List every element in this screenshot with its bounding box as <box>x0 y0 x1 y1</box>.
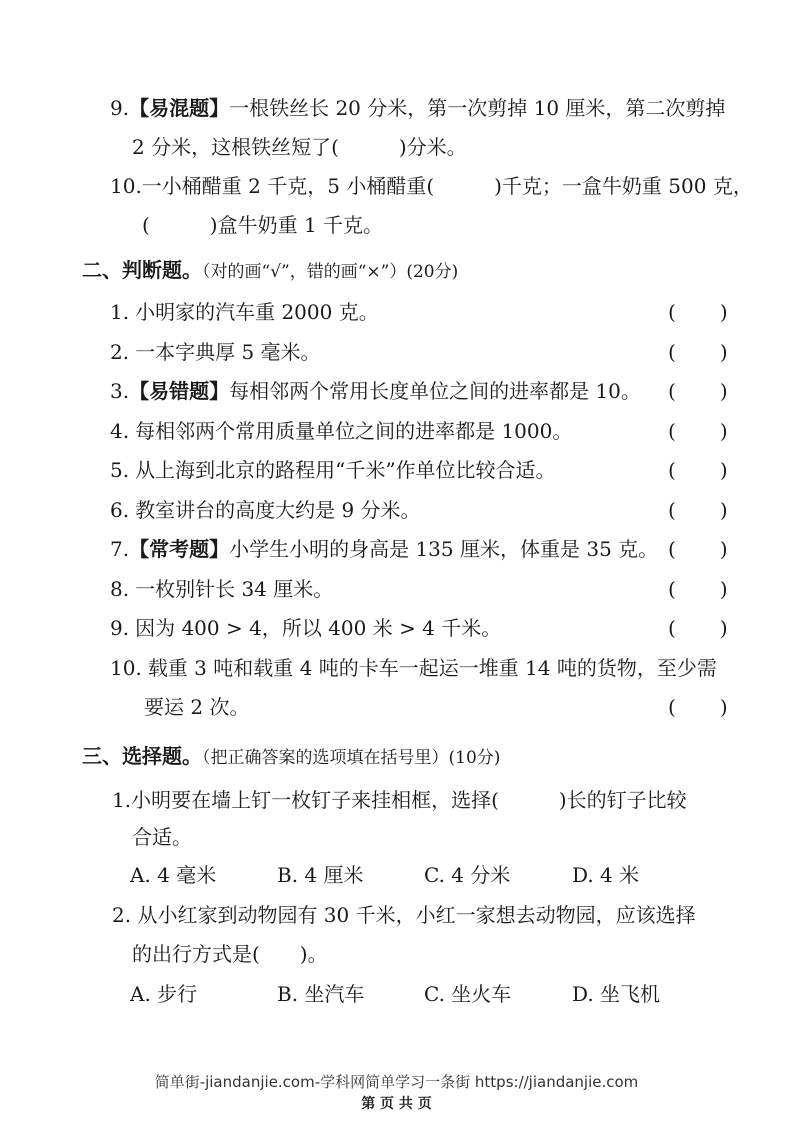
question-text: 从上海到北京的路程用“千米”作单位比较合适。 <box>135 458 556 482</box>
question-number: 2. <box>110 340 130 364</box>
answer-blank-5[interactable]: ( ) <box>668 458 728 482</box>
answer-blank-9[interactable]: ( ) <box>668 616 728 640</box>
question-text: 一根铁丝长 20 分米，第一次剪掉 10 厘米，第二次剪掉 <box>229 96 726 120</box>
question-text: 小学生小明的身高是 135 厘米，体重是 35 克。 <box>229 537 659 561</box>
question-number: 9. <box>110 96 130 120</box>
question-text: 小明家的汽车重 2000 克。 <box>135 300 379 324</box>
question-number: 9. <box>110 616 130 640</box>
section-title: 三、选择题。 <box>82 744 202 768</box>
choice-option-b: B. 4 厘米 <box>277 863 364 887</box>
section-title: 二、判断题。 <box>82 258 202 282</box>
question-text: 教室讲台的高度大约是 9 分米。 <box>135 498 421 522</box>
answer-blank-1[interactable]: ( ) <box>668 300 728 324</box>
question-text: 因为 400 > 4，所以 400 米 > 4 千米。 <box>135 616 502 640</box>
choice-option-b: B. 坐汽车 <box>277 982 365 1006</box>
question-number: 4. <box>110 419 130 443</box>
judgement-item-5 <box>110 456 556 484</box>
choice-option-c: C. 4 分米 <box>424 863 511 887</box>
choice-option-c: C. 坐火车 <box>424 982 512 1006</box>
page-number: 第 页 共 页 <box>361 1096 432 1112</box>
question-number: 3. <box>110 379 130 403</box>
question-text: 每相邻两个常用长度单位之间的进率都是 10。 <box>229 379 641 403</box>
choice-question-1-line1: 1.小明要在墙上钉一枚钉子来挂相框，选择( )长的钉子比较 <box>112 788 687 812</box>
judgement-item-8 <box>110 575 333 603</box>
answer-blank-3[interactable]: ( ) <box>668 379 728 403</box>
choice-question-2-line2: 的出行方式是( )。 <box>132 942 328 966</box>
judgement-item-1 <box>110 298 379 326</box>
footer-watermark: 简单街-jiandanjie.com-学科网简单学习一条街 https://jiandanjie.com <box>154 1073 639 1091</box>
question-text: 每相邻两个常用质量单位之间的进率都是 1000。 <box>135 419 573 443</box>
question-number: 6. <box>110 498 130 522</box>
judgement-item-10-line2: 要运 2 次。 <box>144 695 250 719</box>
judgement-item-6 <box>110 496 421 524</box>
section-heading-judgement <box>82 256 458 286</box>
judgement-item-2 <box>110 338 321 366</box>
section-instructions: （对的画“√”，错的画“×”）(20分) <box>202 262 459 282</box>
question-tag: 【易错题】 <box>129 379 230 403</box>
choice-question-1-line2: 合适。 <box>132 825 192 849</box>
answer-blank-6[interactable]: ( ) <box>668 498 728 522</box>
question-number: 1. <box>110 300 130 324</box>
answer-blank-4[interactable]: ( ) <box>668 419 728 443</box>
section-instructions: （把正确答案的选项填在括号里）(10分) <box>202 748 501 768</box>
answer-blank-10[interactable]: ( ) <box>668 695 728 719</box>
answer-blank-7[interactable]: ( ) <box>668 537 728 561</box>
fill-question-10-line2: ( )盒牛奶重 1 千克。 <box>142 213 384 237</box>
question-tag-easy-confuse: 【易混题】 <box>129 96 230 120</box>
question-text: 一枚别针长 34 厘米。 <box>135 577 334 601</box>
judgement-item-4 <box>110 417 572 445</box>
question-text: 一本字典厚 5 毫米。 <box>135 340 321 364</box>
question-text: 载重 3 吨和载重 4 吨的卡车一起运一堆重 14 吨的货物，至少需 <box>147 656 717 680</box>
choice-question-2-line1: 2. 从小红家到动物园有 30 千米，小红一家想去动物园，应该选择 <box>112 903 696 927</box>
judgement-item-7 <box>110 535 658 563</box>
section-heading-choice <box>82 742 500 772</box>
answer-blank-2[interactable]: ( ) <box>668 340 728 364</box>
fill-question-9-line1 <box>110 94 725 122</box>
choice-option-d: D. 坐飞机 <box>572 982 661 1006</box>
fill-question-9-line2: 2 分米，这根铁丝短了( )分米。 <box>132 135 467 159</box>
judgement-item-3 <box>110 377 641 405</box>
judgement-item-10 <box>110 654 717 682</box>
question-tag: 【常考题】 <box>129 537 230 561</box>
question-number: 7. <box>110 537 130 561</box>
question-number: 8. <box>110 577 130 601</box>
judgement-item-9 <box>110 614 501 642</box>
fill-question-10-line1: 10.一小桶醋重 2 千克，5 小桶醋重( )千克；一盒牛奶重 500 克， <box>110 174 753 198</box>
choice-option-a: A. 4 毫米 <box>130 863 217 887</box>
answer-blank-8[interactable]: ( ) <box>668 577 728 601</box>
choice-option-a: A. 步行 <box>130 982 198 1006</box>
question-number: 10. <box>110 656 142 680</box>
question-number: 5. <box>110 458 130 482</box>
choice-option-d: D. 4 米 <box>572 863 640 887</box>
